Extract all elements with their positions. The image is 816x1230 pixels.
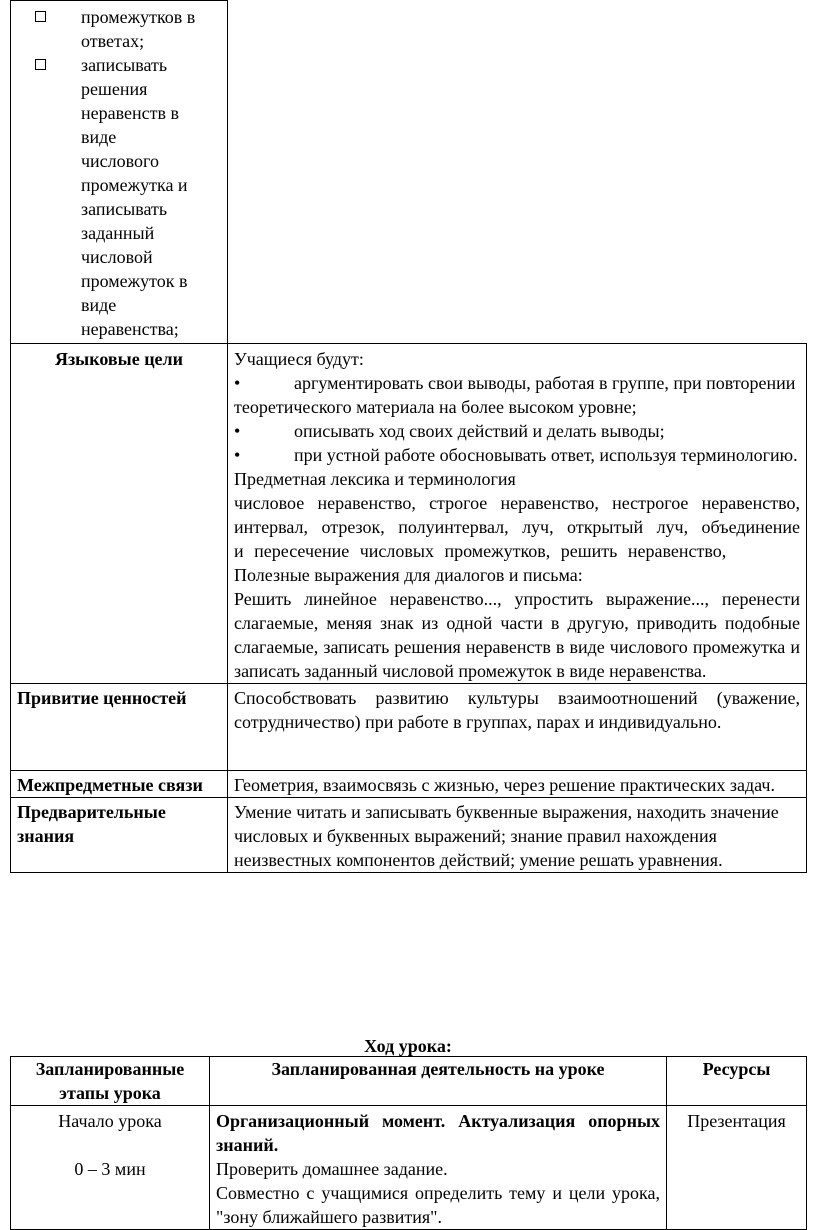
- activity-line: Проверить домашнее задание.: [216, 1159, 448, 1179]
- stage-cell: [11, 1106, 210, 1230]
- table-row: [11, 684, 807, 771]
- phrases-text: Решить линейное неравенство..., упростить выражение..., перенести слагаемые, меняя знак из одной части в другую, приводить подобные слагаемые, записать решения неравенств в виде числового промежутка и записать заданный числовой промежуток в виде неравенства.: [234, 589, 800, 681]
- bullet-item: • при устной работе обосновывать ответ, используя терминологию.: [234, 445, 798, 465]
- table-row: [11, 771, 807, 798]
- resources-cell: Презентация: [667, 1106, 807, 1230]
- table-row: [11, 344, 807, 684]
- bullet-icon: •: [234, 373, 241, 393]
- phrases-heading: Полезные выражения для диалогов и письма:: [234, 565, 583, 585]
- bullet-icon: •: [234, 421, 241, 441]
- lesson-flow-title: Ход урока:: [364, 1036, 452, 1056]
- values-text: Способствовать развитию культуры взаимоотношений (уважение, сотрудничество) при работе в группах, парах и индивидуально.: [228, 684, 807, 771]
- table-row: [11, 1106, 807, 1230]
- table-row: [11, 798, 807, 873]
- checkbox-square-icon: [35, 59, 46, 70]
- bullet-icon: •: [234, 445, 241, 465]
- column-header: Запланированная деятельность на уроке: [210, 1057, 667, 1106]
- bullet-item: • аргументировать свои выводы, работая в группе, при повторении теоретического материала на более высоком уровне;: [234, 373, 796, 417]
- interdisciplinary-text: Геометрия, взаимосвязь с жизнью, через решение практических задач.: [228, 771, 807, 798]
- stage-time: 0 – 3 мин: [74, 1159, 146, 1179]
- language-goals-label: Языковые цели: [11, 344, 228, 684]
- column-header: Ресурсы: [667, 1057, 807, 1106]
- language-goals-intro: Учащиеся будут:: [234, 349, 364, 369]
- values-label: Привитие ценностей: [11, 684, 228, 771]
- stage-name: Начало урока: [58, 1111, 162, 1131]
- interdisciplinary-label: Межпредметные связи: [11, 771, 228, 798]
- checkbox-square-icon: [35, 11, 46, 22]
- list-item: промежутков в ответах;: [17, 5, 221, 53]
- table-header-row: [11, 1057, 807, 1106]
- list-item: записывать решения неравенств в виде числового промежутка и записывать заданный числовой промежуток в виде неравенства;: [17, 53, 221, 341]
- activity-cell: [210, 1106, 667, 1230]
- prior-knowledge-label: Предварительные знания: [11, 798, 228, 873]
- prior-knowledge-text: Умение читать и записывать буквенные выражения, находить значение числовых и буквенных выражений; знание правил нахождения неизвестных компонентов действий; умение решать уравнения.: [228, 798, 807, 873]
- lexicon-heading: Предметная лексика и терминология: [234, 469, 516, 489]
- column-header: Запланированные этапы урока: [11, 1057, 210, 1106]
- activity-heading: Организационный момент. Актуализация опорных знаний.: [216, 1111, 660, 1155]
- lesson-flow-table: [10, 1056, 807, 1230]
- lexicon-text: числовое неравенство, строгое неравенство, нестрогое неравенство, интервал, отрезок, полуинтервал, луч, открытый луч, объединение и пересечение числовых промежутков, решить неравенство,: [234, 493, 800, 561]
- table-row: [11, 1, 807, 344]
- top-left-cell: [11, 1, 228, 344]
- language-goals-cell: [228, 344, 807, 684]
- activity-line: Совместно с учащимися определить тему и цели урока, "зону ближайшего развития".: [216, 1183, 660, 1227]
- empty-cell: [228, 1, 807, 344]
- lesson-plan-table: [10, 0, 807, 873]
- bullet-item: • описывать ход своих действий и делать выводы;: [234, 421, 665, 441]
